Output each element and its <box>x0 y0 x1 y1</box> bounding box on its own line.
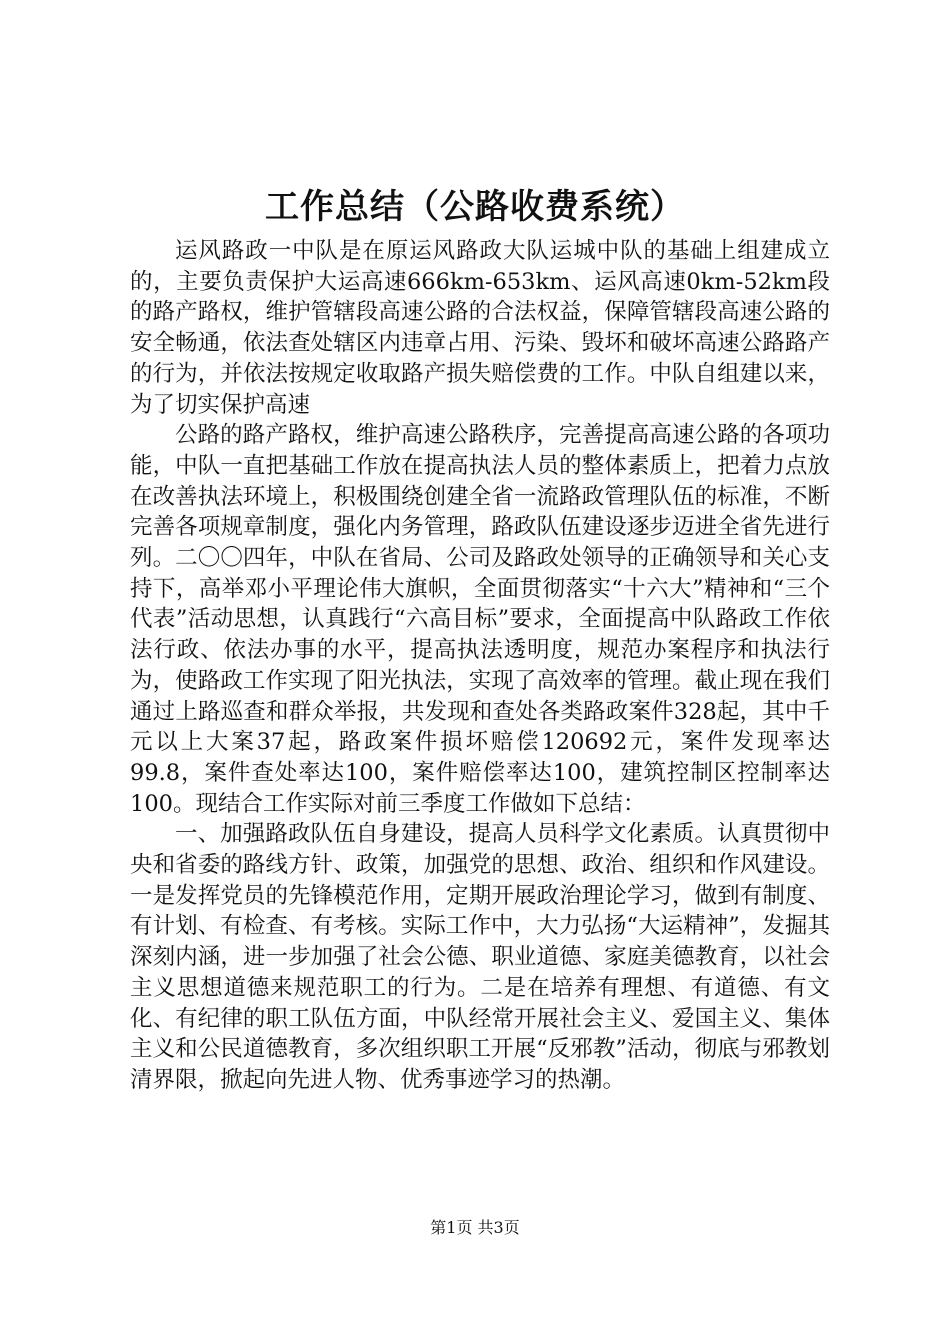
paragraph-2: 公路的路产路权，维护高速公路秩序，完善提高高速公路的各项功能，中队一直把基础工作放在提高执法人员的整体素质上，把着力点放在改善执法环境上，积极围绕创建全省一流路政管理队伍的标准，不断完善各项规章制度，强化内务管理，路政队伍建设逐步迈进全省先进行列。二〇〇四年，中队在省局、公司及路政处领导的正确领导和关心支持下，高举邓小平理论伟大旗帜，全面贯彻落实“十六大”精神和“三个代表”活动思想，认真践行“六高目标”要求，全面提高中队路政工作依法行政、依法办事的水平，提高执法透明度，规范办案程序和执法行为，使路政工作实现了阳光执法，实现了高效率的管理。截止现在我们通过上路巡查和群众举报，共发现和查处各类路政案件328起，其中千元以上大案37起，路政案件损坏赔偿120692元，案件发现率达99.8，案件查处率达100，案件赔偿率达100，建筑控制区控制率达100。现结合工作实际对前三季度工作做如下总结： <box>130 422 830 817</box>
page-footer: 第1页 共3页 <box>430 1218 520 1237</box>
paragraph-1: 运风路政一中队是在原运风路政大队运城中队的基础上组建成立的，主要负责保护大运高速666km-653km、运风高速0km-52km段的路产路权，维护管辖段高速公路的合法权益，保障管辖段高速公路的安全畅通，依法查处辖区内违章占用、污染、毁坏和破坏高速公路路产的行为，并依法按规定收取路产损失赔偿费的工作。中队自组建以来，为了切实保护高速 <box>130 238 830 418</box>
document-title: 工作总结（公路收费系统） <box>265 187 685 227</box>
document-body <box>130 236 830 1096</box>
paragraph-3: 一、加强路政队伍自身建设，提高人员科学文化素质。认真贯彻中央和省委的路线方针、政策，加强党的思想、政治、组织和作风建设。一是发挥党员的先锋模范作用，定期开展政治理论学习，做到有制度、有计划、有检查、有考核。实际工作中，大力弘扬“大运精神”，发掘其深刻内涵，进一步加强了社会公德、职业道德、家庭美德教育，以社会主义思想道德来规范职工的行为。二是在培养有理想、有道德、有文化、有纪律的职工队伍方面，中队经常开展社会主义、爱国主义、集体主义和公民道德教育，多次组织职工开展“反邪教”活动，彻底与邪教划清界限，掀起向先进人物、优秀事迹学习的热潮。 <box>130 821 830 1093</box>
